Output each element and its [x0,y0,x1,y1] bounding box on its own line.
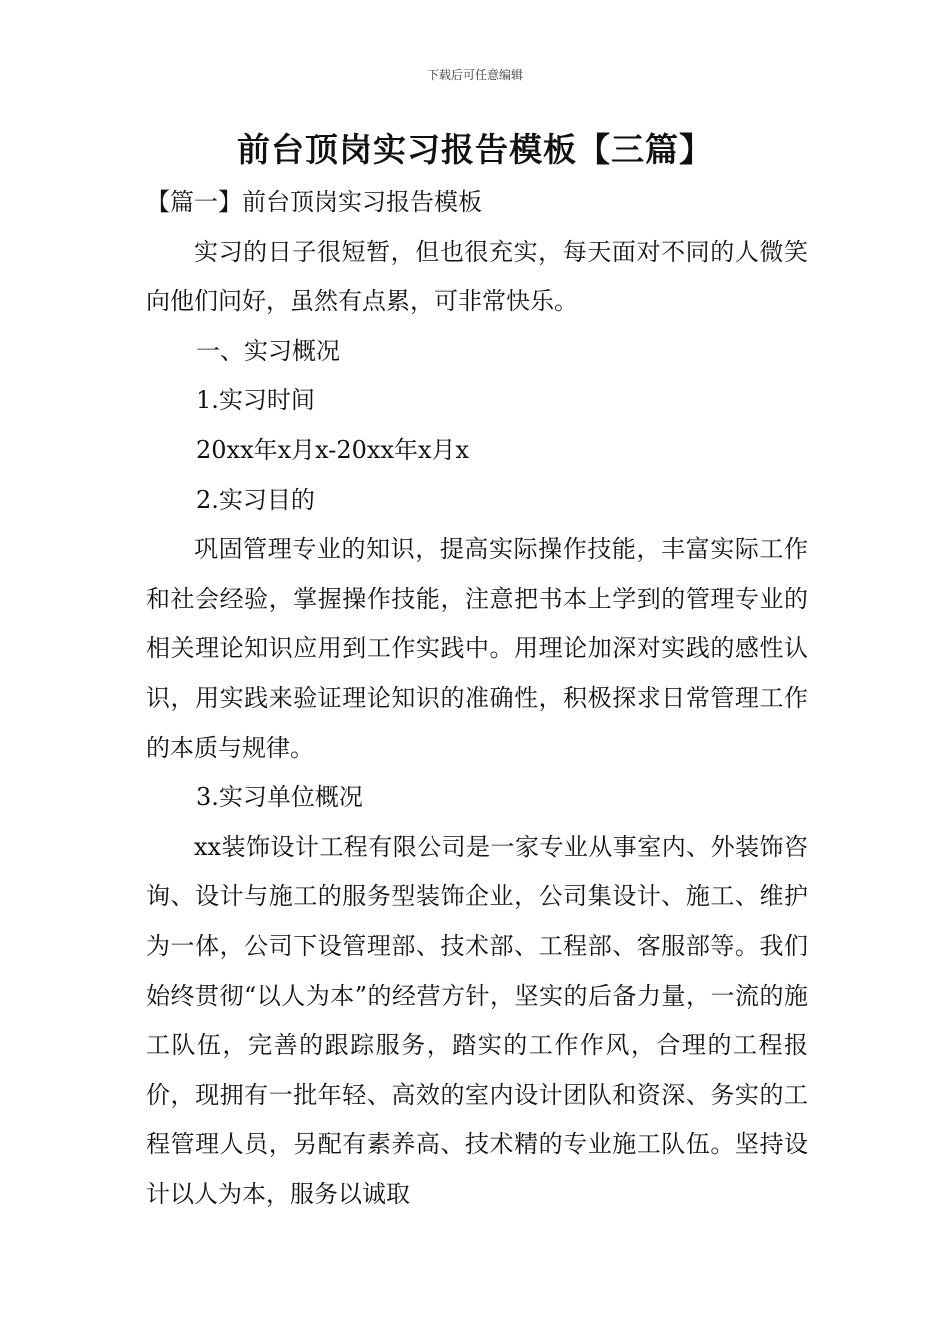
heading-time: 1.实习时间 [196,386,315,415]
header-note: 下载后可任意编辑 [426,68,523,82]
intro-paragraph: 实习的日子很短暂，但也很充实，每天面对不同的人微笑向他们问好，虽然有点累，可非常快乐。 [146,237,808,316]
purpose-paragraph: 巩固管理专业的知识，提高实际操作技能，丰富实际工作和社会经验，掌握操作技能，注意把书本上学到的管理专业的相关理论知识应用到工作实践中。用理论加深对实践的感性认识，用实践来验证理论知识的准确性，积极探求日常管理工作的本质与规律。 [146,535,808,762]
heading-purpose: 2.实习目的 [196,485,315,514]
unit-paragraph: xx装饰设计工程有限公司是一家专业从事室内、外装饰咨询、设计与施工的服务型装饰企业，公司集设计、施工、维护为一体，公司下设管理部、技术部、工程部、客服部等。我们始终贯彻“以人为本”的经营方针，坚实的后备力量，一流的施工队伍，完善的跟踪服务，踏实的工作作风，合理的工程报价，现拥有一批年轻、高效的室内设计团队和资深、务实的工程管理人员，另配有素养高、技术精的专业施工队伍。坚持设计以人为本，服务以诚取 [146,832,808,1208]
document-title: 前台顶岗实习报告模板【三篇】 [237,130,713,169]
document-body [146,178,808,1219]
heading-unit: 3.实习单位概况 [196,783,363,812]
time-value: 20xx年x月x-20xx年x月x [196,435,470,464]
heading-overview: 一、实习概况 [196,336,340,365]
section-title: 【篇一】前台顶岗实习报告模板 [146,188,482,216]
